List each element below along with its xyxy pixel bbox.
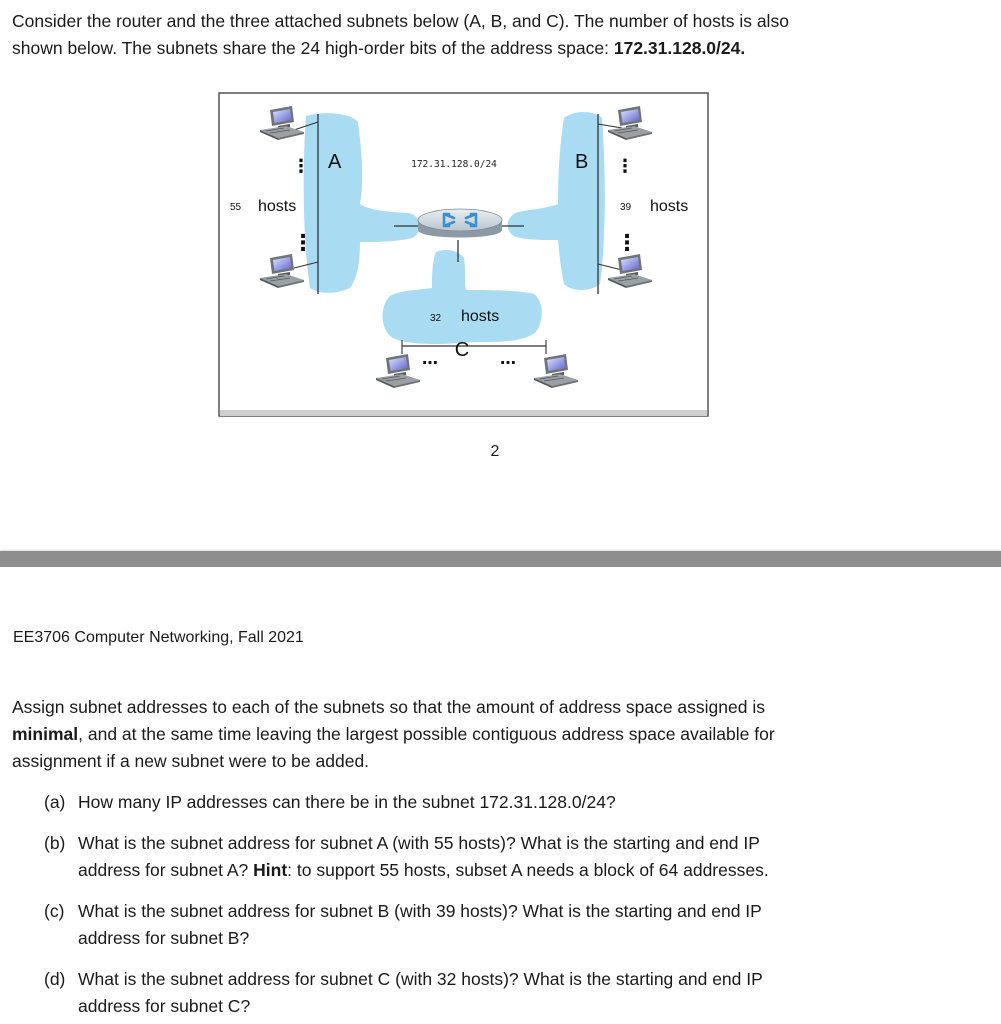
assignment-paragraph (12, 694, 912, 775)
subnet-b-ellipsis-top: ⋮ (616, 156, 634, 177)
question-a-label: (a) (44, 792, 66, 812)
subnet-b-label: B (575, 151, 589, 173)
question-c (44, 898, 884, 952)
router-address-label: 172.31.128.0/24 (411, 159, 497, 170)
intro-line-2-text: shown below. The subnets share the 24 high-order bits of the address space: (12, 38, 614, 58)
intro-address: 172.31.128.0/24. (613, 38, 746, 58)
question-d-line-1: What is the subnet address for subnet C (with 32 hosts)? What is the starting and end IP (78, 969, 763, 989)
subnet-a-ellipsis-top: ⋮ (292, 156, 310, 177)
question-b-hint-text: : to support 55 hosts, subset A needs a block of 64 addresses. (287, 860, 769, 880)
question-c-line-1: What is the subnet address for subnet B (with 39 hosts)? What is the starting and end IP (78, 901, 762, 921)
question-d-line-2: address for subnet C? (78, 996, 251, 1016)
question-c-label: (c) (44, 901, 65, 921)
question-c-line-2: address for subnet B? (78, 928, 250, 948)
network-diagram (218, 92, 710, 418)
question-a-text: How many IP addresses can there be in the subnet 172.31.128.0/24? (78, 792, 616, 812)
diagram-frame-shadow (220, 410, 707, 416)
question-b-line-1: What is the subnet address for subnet A (with 55 hosts)? What is the starting and end IP (78, 833, 760, 853)
assignment-bold-word: minimal (12, 724, 79, 744)
subnet-c-label: C (454, 339, 470, 361)
question-b-hint-label: Hint (253, 860, 288, 880)
course-footer: EE3706 Computer Networking, Fall 2021 (13, 629, 304, 646)
subnet-c-ellipsis-left: … (422, 349, 438, 368)
assignment-line-2 (12, 721, 912, 748)
question-d-body (78, 966, 884, 1020)
assignment-line-1: Assign subnet addresses to each of the subnets so that the amount of address space assigned is (12, 697, 765, 717)
question-c-body (78, 898, 884, 952)
subnet-b-host-count: 39 (620, 202, 632, 213)
question-d-label: (d) (44, 969, 66, 989)
assignment-line-2-text: , and at the same time leaving the largest possible contiguous address space available for (78, 724, 775, 744)
question-b-body (78, 830, 884, 884)
subnet-a-host-count: 55 (230, 202, 242, 213)
question-d (44, 966, 884, 1020)
subnet-c-ellipsis-right: … (500, 349, 516, 368)
assignment-line-3: assignment if a new subnet were to be added. (12, 751, 370, 771)
page-divider (0, 551, 1001, 567)
subnet-a-hosts-word: hosts (258, 198, 297, 215)
intro-line-2 (12, 35, 972, 62)
router-icon (418, 209, 502, 238)
subnet-a-ellipsis-bottom: ⋮ (292, 231, 314, 256)
question-b (44, 830, 884, 884)
question-b-label: (b) (44, 833, 66, 853)
subnet-c-hosts-word: hosts (461, 308, 500, 325)
intro-line-1: Consider the router and the three attached subnets below (A, B, and C). The number of hosts is also (12, 11, 789, 31)
question-a (44, 789, 884, 816)
subnet-b-ellipsis-bottom: ⋮ (616, 231, 638, 256)
subnet-b-hosts-word: hosts (650, 198, 689, 215)
intro-paragraph (12, 8, 972, 62)
page-number: 2 (490, 443, 500, 460)
network-diagram-svg (218, 92, 710, 418)
subnet-a-label: A (328, 151, 342, 173)
question-b-line-2: address for subnet A? (78, 860, 254, 880)
subnet-c-host-count: 32 (430, 313, 442, 324)
